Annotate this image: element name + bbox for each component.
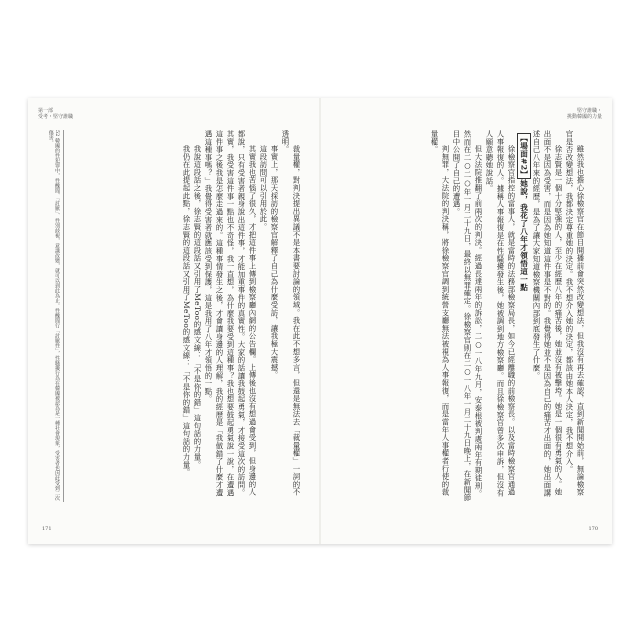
running-header-line: 受考・堅守誰職 — [38, 114, 74, 120]
paragraph: 但大法院推翻了前兩次的判決。經過長達兩年的訴訟，二○一八年九月，安泰根被判處兩年有期徒刑。然而在二○二○年一月二十九日，最終以無罪確定。徐檢察官則在二○一八年一月二十九日晚上，在新聞節目中公開了自己的遭遇。 — [452, 130, 483, 502]
paragraph: 我仍在此提起此點，徐志賢的這段話又引用了MeToo的感文線：「不是你的錯」這句話的力量。 — [182, 144, 191, 477]
paragraph: 徐志賢是一個十分堅強的人，至少在經歷八年的痛苦後，她並沒有被擊垮。她是一個很有勇氣的人。她出面不是因為受害，而是因為她知道這件事是不對的。我覺得她並不是因為自己的痛苦才出面的，她出面講述自己八年來的經歷，是為了讓大家知道檢察機關內部到底發生了什麼。 — [532, 130, 563, 497]
paragraph: 這段訪問可以引用於此。 — [259, 144, 268, 231]
footnote: 52 韓國的性犯罪中，性醜聞、「討厭」、性別歧視，意識改變，就可以到此為止。性醜聞行「討厭性」，性騷擾行為在韓國被認為是一種社會現象，受害者也因此受到二次傷害。 — [36, 130, 64, 502]
left-page-body — [92, 130, 302, 502]
quoted-passage: 其實我也苦惱了很久，才把這件事上傳到檢察廳內網的公告欄。上傳後也沒有想過會受到，但身邊的人都說，只有受害者親身說出這件事，才能加重事件的真實性。大家的話讓我鼓起勇氣，才接受這次的訪問。其實，我受害這件事一點也不奇怪，我一直想，為什麼我要受到這種事？我也想要鼓起勇氣說一說，在遭遇這件事之後我是怎麼走過來的。這種事情發生之後，才會讓身邊的人理解，我的經歷是「我做錯了什麼才遭遇這種事嗎？」我覺得受害者就應該受到保護，這是我用了八年才領悟的一點。 — [204, 130, 257, 497]
paragraph: 裁量權，對判決提出異議不是本書要討論的領域。我在此不想多言，但還是無法去「裁量權」一詞的不透明。 — [281, 130, 301, 496]
heading-text: 她說，我花了八年才領悟這一點 — [519, 179, 529, 292]
paragraph: 判無罪，大法院的判決稱，將徐檢察官調到統營支廳無法被視為人事報復，而是當年人事權者行使的裁量權。 — [430, 130, 450, 496]
page-number: 170 — [588, 526, 598, 532]
page-number: 171 — [42, 526, 52, 532]
paragraph: 雖然我也擔心徐檢察官在節目開播前會突然改變想法，但我沒有再去確認，直到新聞開始前，無論檢察官是否改變想法，我都決定尊重她的決定。我不想介入她的決定，都該由她本人決定，我不想介入。 — [565, 130, 585, 496]
paragraph: 徐檢察官指控的當事人，就是當時的法務部檢察局長，如今已經離職的前檢察長。以及當時檢察官通過人事報復的人。據稱人事報復是在性騷擾發生後，她被調到地方檢察廳。而且徐檢察官曾多次申訴，但沒有人願意聽她說話。 — [485, 130, 516, 497]
paragraph: 我說這段話之後，徐志賢的這段話又引用了MeToo的感文線：「不是你的錯」這句話的力量。 — [193, 144, 202, 469]
running-header-line: 挑動韓國的力量 — [566, 114, 602, 120]
book-spread — [28, 98, 612, 544]
right-page-body — [338, 130, 586, 502]
left-running-header — [38, 108, 73, 120]
right-page — [320, 98, 612, 544]
paragraph: 事實上，那天採訪的檢察官解釋了自己為什麼受訪，讓我極大震撼。 — [270, 144, 279, 379]
left-page — [28, 98, 320, 544]
section-heading — [517, 133, 531, 499]
scene-label: 【場面#2】 — [517, 133, 531, 179]
running-header-line: 第一部 — [38, 108, 54, 114]
right-running-header — [567, 108, 602, 120]
running-header-line: 堅守誰職・ — [576, 108, 602, 114]
